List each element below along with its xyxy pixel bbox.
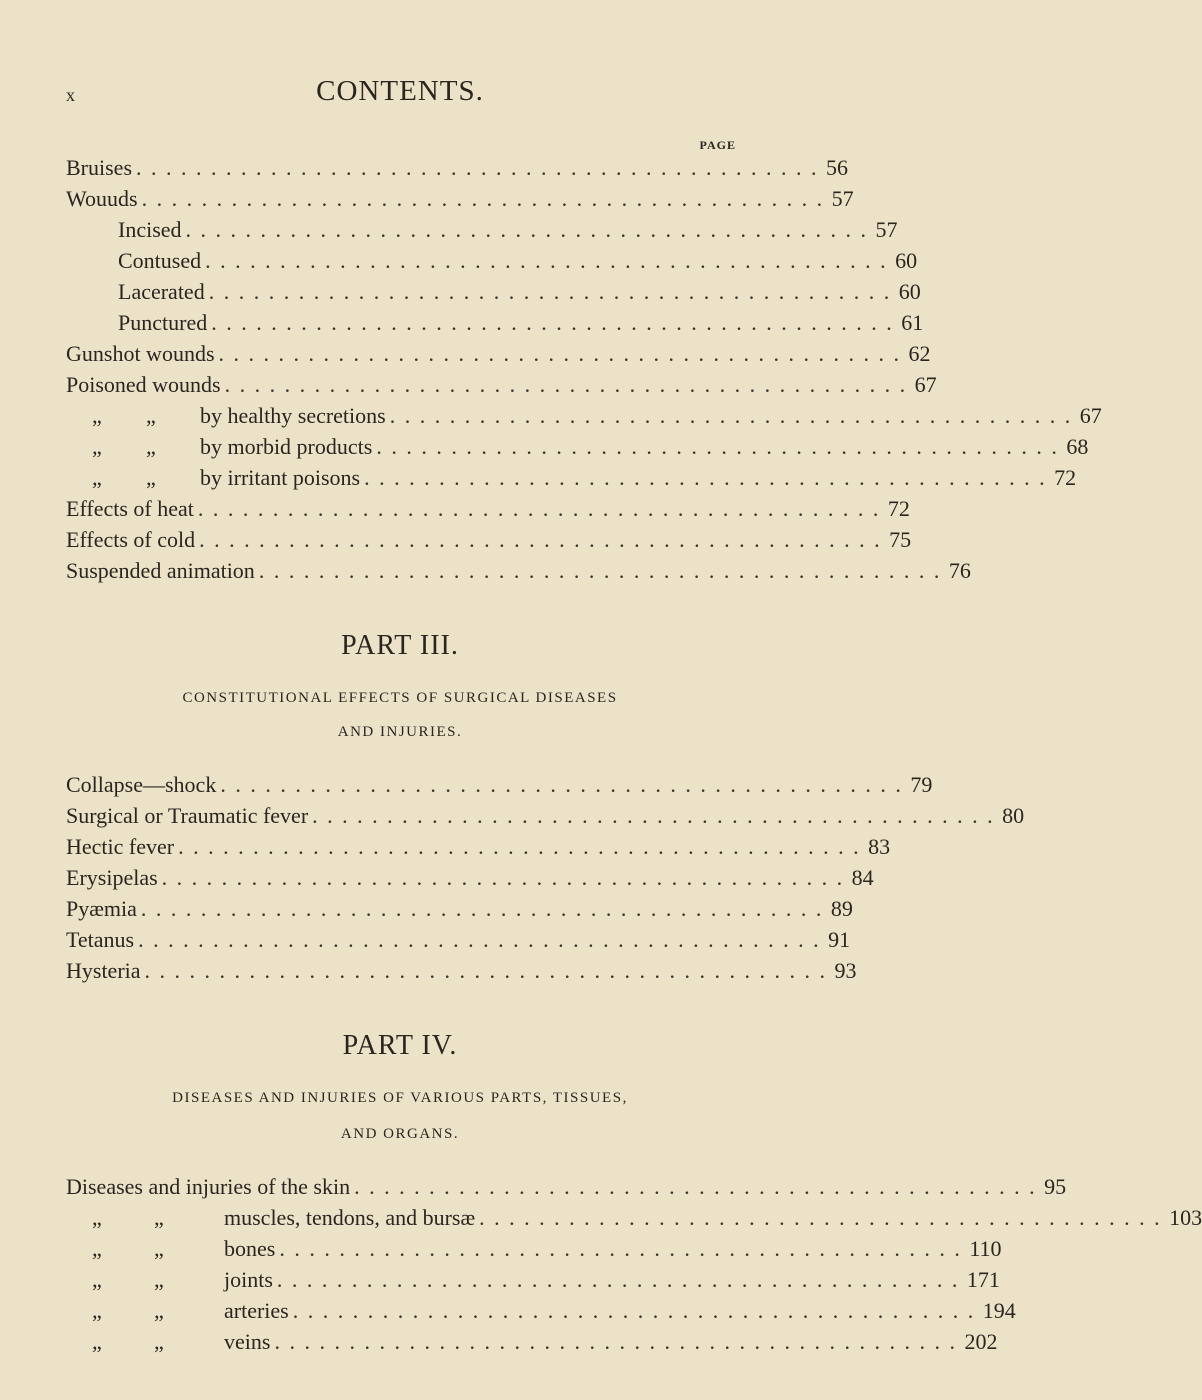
- toc-entry: Pyæmia .............................................. 89: [66, 896, 853, 921]
- ditto-mark: „: [154, 1236, 164, 1261]
- ditto-mark: „: [146, 434, 156, 459]
- toc-entry: „ „ joints .............................................. 171: [92, 1265, 738, 1295]
- part-subheading: AND INJURIES.: [337, 724, 463, 740]
- toc-entry: „ „ bones .............................................. 110: [92, 1234, 738, 1264]
- toc-entry: Gunshot wounds .............................................. 62: [66, 341, 931, 366]
- ditto-mark: „: [154, 1298, 164, 1323]
- part-heading: PART IV.: [342, 1030, 458, 1061]
- toc-entry: Contused .............................................. 60: [118, 248, 918, 273]
- page-folio: x: [66, 85, 75, 105]
- ditto-mark: „: [146, 403, 156, 428]
- toc-entry: Punctured .............................................. 61: [118, 310, 924, 335]
- page-title: CONTENTS.: [316, 75, 484, 107]
- toc-entry: Poisoned wounds .............................................. 67: [66, 372, 937, 397]
- part-subheading: CONSTITUTIONAL EFFECTS OF SURGICAL DISEASES: [182, 690, 618, 706]
- toc-entry: Wouuds .............................................. 57: [66, 186, 854, 211]
- ditto-mark: „: [92, 1329, 102, 1354]
- toc-entry: „ „ by irritant poisons .............................................. 72: [92, 463, 738, 493]
- part-subheading: AND ORGANS.: [340, 1126, 460, 1142]
- toc-entry: Effects of heat .............................................. 72: [66, 496, 910, 521]
- toc-entry: Effects of cold .............................................. 75: [66, 527, 912, 552]
- toc-entry: Hectic fever .............................................. 83: [66, 834, 891, 859]
- toc-entry: Lacerated .............................................. 60: [118, 279, 921, 304]
- ditto-mark: „: [92, 1236, 102, 1261]
- toc-entry: Erysipelas .............................................. 84: [66, 865, 874, 890]
- toc-entry: „ „ by healthy secretions .............................................. 67: [92, 401, 738, 431]
- ditto-mark: „: [92, 1298, 102, 1323]
- toc-entry: Hysteria .............................................. 93: [66, 958, 857, 983]
- ditto-mark: „: [154, 1329, 164, 1354]
- toc-entry: Suspended animation .............................................. 76: [66, 558, 971, 583]
- ditto-mark: „: [154, 1267, 164, 1292]
- toc-entry: Incised .............................................. 57: [118, 217, 898, 242]
- toc-entry: „ „ veins .............................................. 202: [92, 1327, 738, 1357]
- page-column-label: PAGE: [699, 138, 736, 152]
- toc-entry: Collapse—shock .............................................. 79: [66, 772, 933, 797]
- toc-entry: Bruises .............................................. 56: [66, 155, 848, 180]
- toc-entry: Surgical or Traumatic fever .............................................. 80: [66, 803, 1025, 828]
- toc-entry: „ „ arteries .............................................. 194: [92, 1296, 738, 1326]
- toc-entry: Tetanus .............................................. 91: [66, 927, 851, 952]
- part-heading: PART III.: [341, 630, 459, 661]
- toc-entry: „ „ by morbid products .............................................. 68: [92, 432, 738, 462]
- toc-entry: Diseases and injuries of the skin .............................................. 95: [66, 1174, 1067, 1199]
- ditto-mark: „: [92, 1267, 102, 1292]
- ditto-mark: „: [154, 1205, 164, 1230]
- toc-entry: „ „ muscles, tendons, and bursæ .............................................. 103: [92, 1203, 738, 1233]
- ditto-mark: „: [146, 465, 156, 490]
- ditto-mark: „: [92, 465, 102, 490]
- ditto-mark: „: [92, 1205, 102, 1230]
- ditto-mark: „: [92, 434, 102, 459]
- ditto-mark: „: [92, 403, 102, 428]
- part-subheading: DISEASES AND INJURIES OF VARIOUS PARTS, TISSUES,: [172, 1090, 628, 1106]
